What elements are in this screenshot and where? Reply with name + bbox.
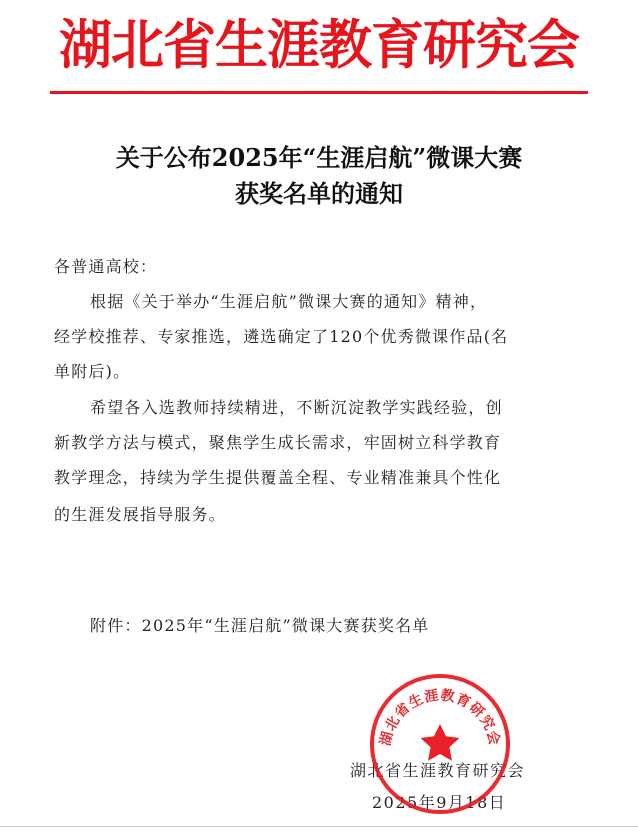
seal-text: 湖北省生涯教育研究会 <box>377 687 503 748</box>
document-title-line-1: 关于公布2025年“生涯启航”微课大赛 <box>115 143 523 172</box>
attachment-note: 附件：2025年“生涯启航”微课大赛获奖名单 <box>90 616 430 635</box>
body-line: 经学校推荐、专家推选，遴选确定了120个优秀微课作品(名 <box>54 327 509 346</box>
signature-org: 湖北省生涯教育研究会 <box>350 761 526 780</box>
document-title-line-2: 获奖名单的通知 <box>235 179 403 208</box>
body-line: 教学理念，持续为学生提供覆盖全程、专业精准兼具个性化 <box>54 468 502 487</box>
salutation: 各普通高校： <box>54 257 158 276</box>
star-icon <box>421 724 460 761</box>
official-seal <box>368 672 512 816</box>
org-header-title: 湖北省生涯教育研究会 <box>59 14 579 76</box>
header-red-rule <box>50 91 588 94</box>
body-line: 根据《关于举办“生涯启航”微课大赛的通知》精神， <box>90 292 488 311</box>
signature-date: 2025年9月18日 <box>372 793 507 812</box>
body-line: 希望各入选教师持续精进，不断沉淀教学实践经验，创 <box>90 398 503 417</box>
body-line: 的生涯发展指导服务。 <box>54 505 227 524</box>
body-line: 新教学方法与模式，聚焦学生成长需求，牢固树立科学教育 <box>54 433 502 452</box>
body-line: 单附后)。 <box>54 362 131 381</box>
page-edge-line <box>0 826 638 827</box>
